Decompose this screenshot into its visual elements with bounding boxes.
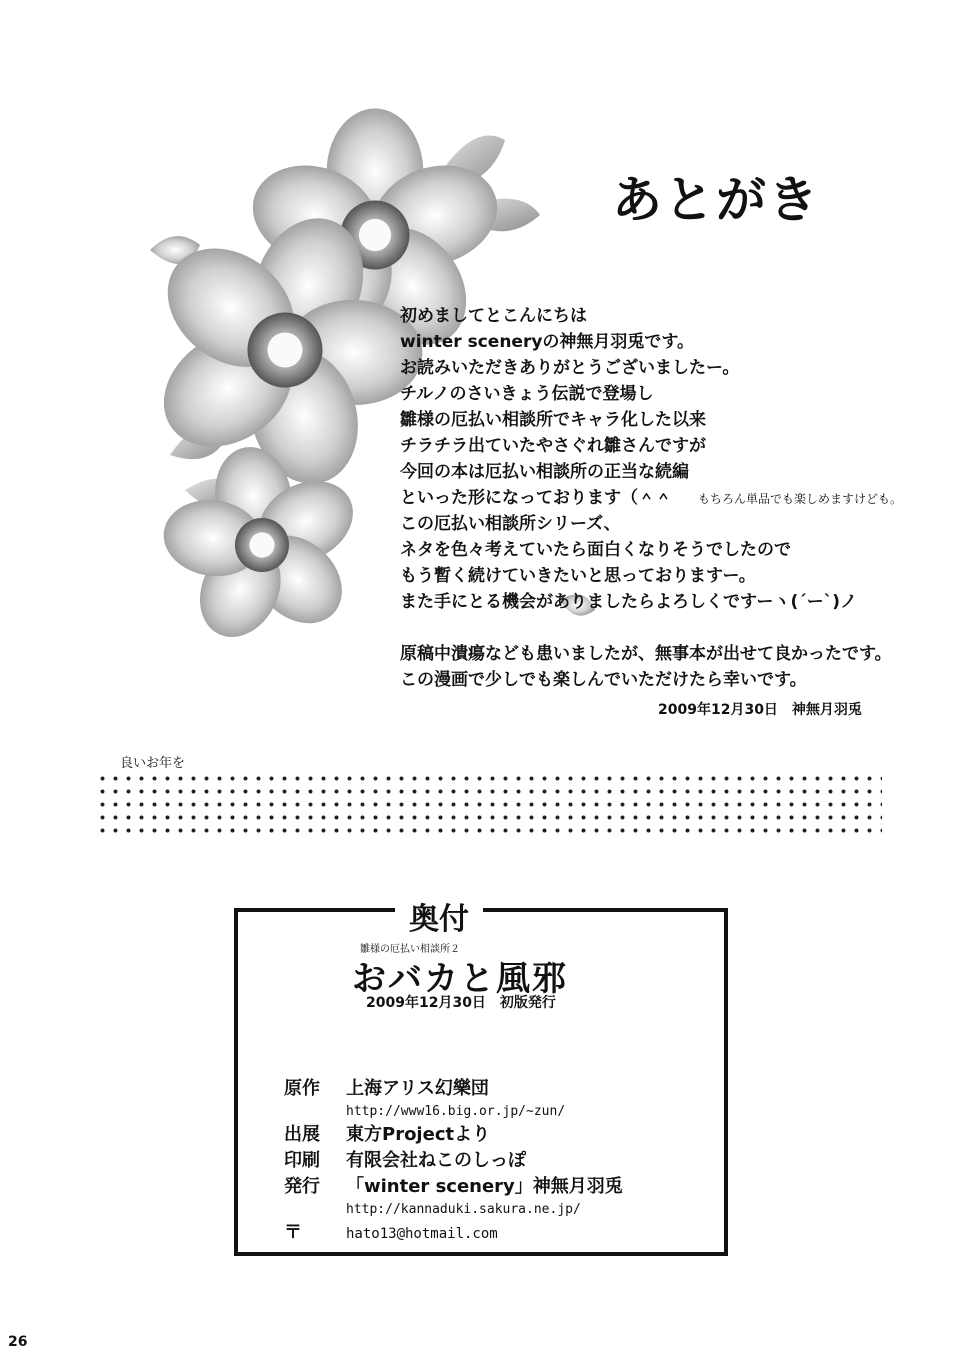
mail-value: hato13@hotmail.com — [346, 1226, 498, 1242]
afterword-line: といった形になっております（＾＾ — [400, 488, 672, 508]
book-title: おバカと風邪 — [352, 959, 568, 999]
print-value: 有限会社ねこのしっぽ — [346, 1150, 526, 1171]
exhibit-label: 出展 — [284, 1124, 320, 1145]
afterword-aside: もちろん単品でも楽しめますけども。 — [698, 492, 903, 506]
afterword-line: 今回の本は厄払い相談所の正当な続編 — [400, 462, 689, 482]
afterword-line: お読みいただきありがとうございましたー。 — [400, 358, 740, 378]
colophon-details — [284, 1076, 704, 1246]
publish-url: http://kannaduki.sakura.ne.jp/ — [346, 1202, 581, 1217]
afterword-line: この漫画で少しでも楽しんでいただけたら幸いです。 — [400, 670, 807, 690]
afterword-line: 原稿中潰瘍なども患いましたが、無事本が出せて良かったです。 — [400, 644, 892, 664]
afterword-line-with-aside — [400, 485, 902, 511]
original-value: 上海アリス幻樂団 — [346, 1078, 489, 1099]
publish-label: 発行 — [284, 1176, 320, 1197]
afterword-line: もう暫く続けていきたいと思っておりますー。 — [400, 566, 756, 586]
afterword-line: ネタを色々考えていたら面白くなりそうでしたので — [400, 540, 791, 560]
exhibit-value: 東方Projectより — [346, 1124, 491, 1145]
afterword-line: 雛様の厄払い相談所でキャラ化した以来 — [400, 410, 706, 430]
afterword-title: あとがき — [612, 171, 820, 229]
afterword-blank-line — [400, 615, 902, 641]
colophon-heading: 奥付 — [395, 894, 483, 938]
afterword-line: winter sceneryの神無月羽兎です。 — [400, 332, 695, 352]
mail-row — [284, 1220, 704, 1246]
series-name: 雛様の厄払い相談所２ — [360, 944, 460, 955]
afterword-line: この厄払い相談所シリーズ、 — [400, 514, 621, 534]
afterword-line: チラチラ出ていたやさぐれ雛さんですが — [400, 436, 706, 456]
exhibit-row — [284, 1122, 704, 1148]
afterword-line: また手にとる機会がありましたらよろしくですーヽ(´ー`)ノ — [400, 592, 858, 612]
afterword-signature: 2009年12月30日 神無月羽兎 — [658, 702, 862, 718]
mail-label: 〒 — [284, 1222, 302, 1243]
original-label: 原作 — [284, 1078, 320, 1099]
dot-pattern-divider — [96, 772, 882, 840]
original-row — [284, 1076, 704, 1102]
page-number: 26 — [8, 1334, 28, 1350]
publish-row — [284, 1174, 704, 1200]
flower-bottom — [141, 429, 384, 664]
afterword-line: 初めましてとこんにちは — [400, 306, 587, 326]
afterword-body — [400, 303, 902, 693]
publish-value: 「winter scenery」神無月羽兎 — [346, 1176, 623, 1197]
greeting-text: 良いお年を — [120, 756, 186, 771]
original-url: http://www16.big.or.jp/~zun/ — [346, 1104, 566, 1119]
print-label: 印刷 — [284, 1150, 320, 1171]
issue-date: 2009年12月30日 初版発行 — [366, 995, 556, 1011]
print-row — [284, 1148, 704, 1174]
afterword-line: チルノのさいきょう伝説で登場し — [400, 384, 654, 404]
